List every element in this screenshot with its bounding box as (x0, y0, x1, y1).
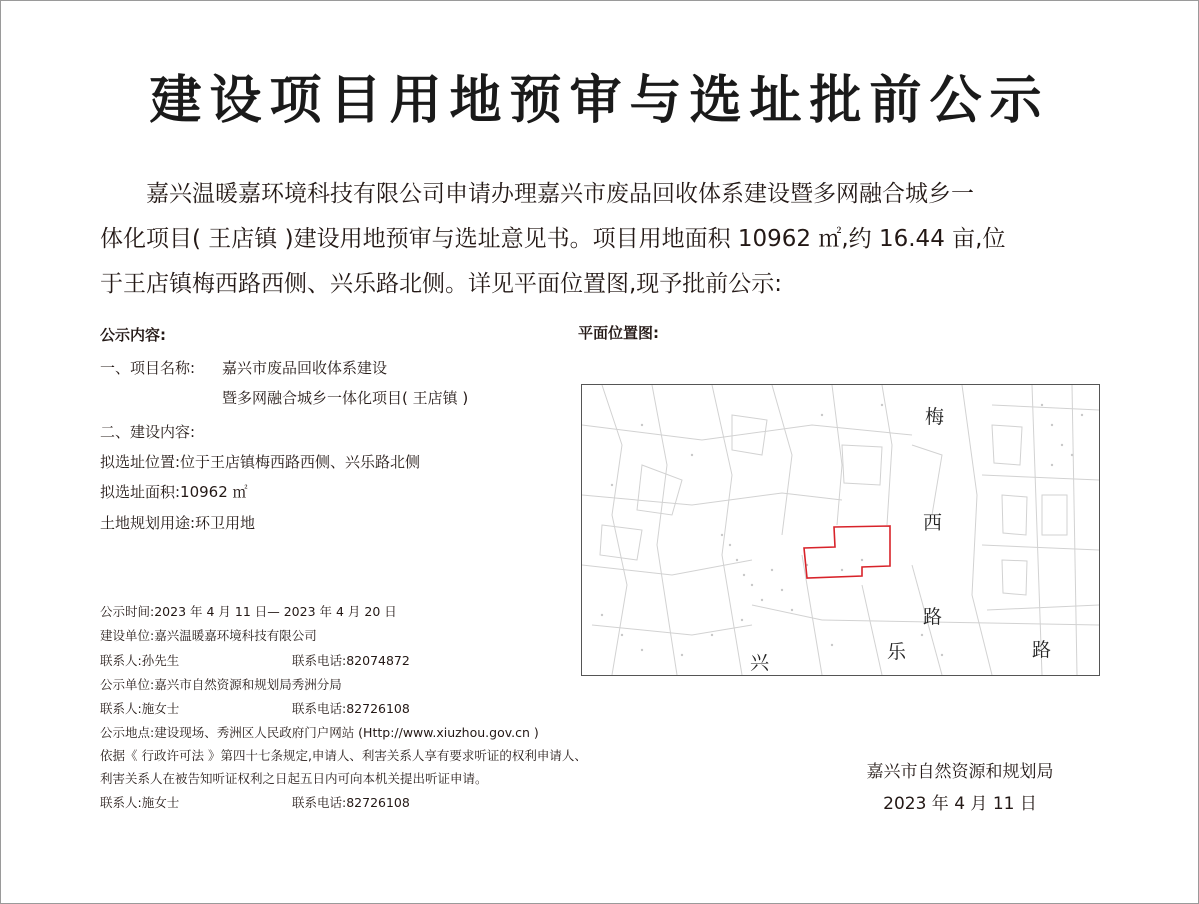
contact-phone-1: 联系电话:82074872 (292, 653, 410, 668)
site-boundary (804, 526, 890, 578)
notice-period: 公示时间:2023 年 4 月 11 日— 2023 年 4 月 20 日 (100, 604, 397, 619)
contact-row-1 (100, 651, 410, 669)
intro-line-3: 于王店镇梅西路西侧、兴乐路北侧。详见平面位置图,现予批前公示: (100, 271, 783, 297)
law-basis-line-2: 利害关系人在被告知听证权利之日起五日内可向本机关提出听证申请。 (100, 771, 488, 786)
contact-row-3 (100, 793, 410, 811)
builder-unit: 建设单位:嘉兴温暖嘉环境科技有限公司 (100, 628, 317, 643)
project-name-line-2: 暨多网融合城乡一体化项目( 王店镇 ) (222, 389, 469, 407)
contact-phone-3: 联系电话:82726108 (292, 795, 410, 810)
map-label-xi: 西 (923, 512, 943, 534)
law-basis-line-1: 依据《 行政许可法 》第四十七条规定,申请人、利害关系人享有要求听证的权利申请人、 (100, 748, 587, 763)
notice-place: 公示地点:建设现场、秀洲区人民政府门户网站 (Http://www.xiuzhou.gov.cn ) (100, 725, 539, 740)
land-use: 土地规划用途:环卫用地 (100, 514, 256, 532)
issue-date: 2023 年 4 月 11 日 (883, 794, 1037, 814)
map-label-mei: 梅 (925, 406, 945, 428)
build-content-heading: 二、建设内容: (100, 423, 196, 441)
publisher-unit: 公示单位:嘉兴市自然资源和规划局秀洲分局 (100, 677, 342, 692)
contact-person-3: 联系人:施女士 (100, 795, 180, 810)
page-title: 建设项目用地预审与选址批前公示 (149, 70, 1050, 131)
map-base-lines (582, 385, 1099, 675)
map-label-lu-2: 路 (1032, 639, 1052, 661)
site-area: 拟选址面积:10962 ㎡ (100, 483, 248, 501)
contact-person-1: 联系人:孙先生 (100, 653, 180, 668)
site-location: 拟选址位置:位于王店镇梅西路西侧、兴乐路北侧 (100, 453, 421, 471)
map-label-le: 乐 (887, 641, 907, 663)
project-name-label: 一、项目名称: (100, 359, 196, 377)
contact-person-2: 联系人:施女士 (100, 701, 180, 716)
intro-paragraph (100, 172, 1100, 307)
project-name-line-1: 嘉兴市废品回收体系建设 (222, 359, 388, 377)
intro-line-1: 嘉兴温暖嘉环境科技有限公司申请办理嘉兴市废品回收体系建设暨多网融合城乡一 (146, 181, 974, 207)
content-heading: 公示内容: (100, 326, 166, 344)
contact-phone-2: 联系电话:82726108 (292, 701, 410, 716)
intro-line-2: 体化项目( 王店镇 )建设用地预审与选址意见书。项目用地面积 10962 ㎡,约 16.44 亩,位 (100, 226, 1006, 252)
contact-row-2 (100, 699, 410, 717)
issuing-authority: 嘉兴市自然资源和规划局 (866, 762, 1054, 782)
location-map (581, 384, 1100, 676)
map-heading: 平面位置图: (578, 324, 659, 342)
map-label-xing: 兴 (750, 652, 770, 674)
map-label-lu-1: 路 (923, 606, 943, 628)
